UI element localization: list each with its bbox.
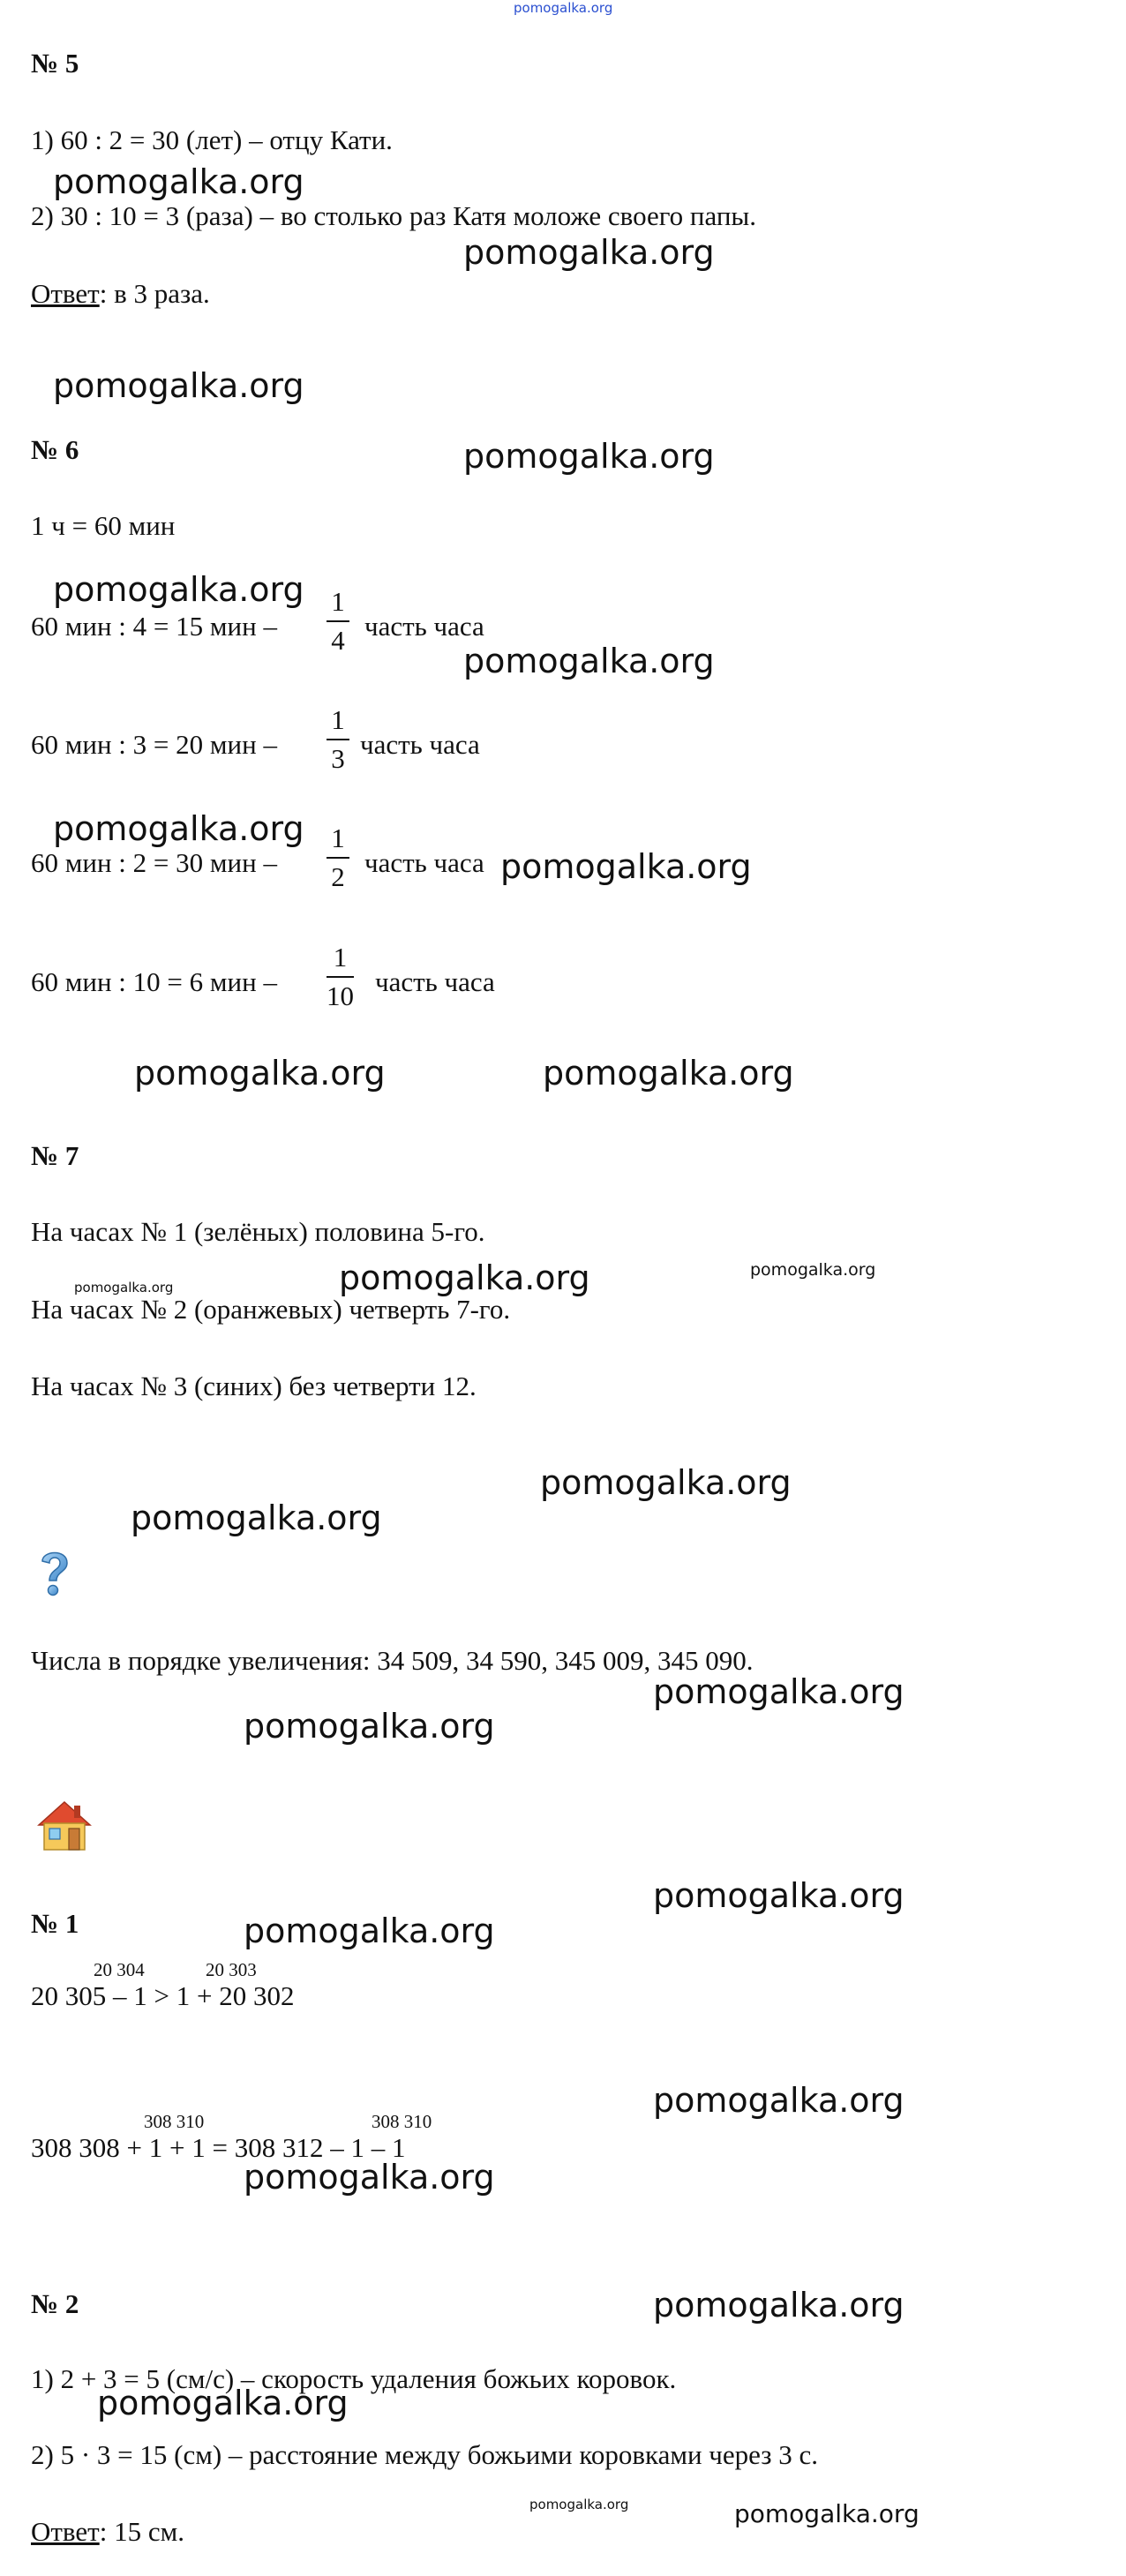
watermark[interactable]: pomogalka.org	[339, 1258, 590, 1297]
watermark[interactable]: pomogalka.org	[653, 1672, 905, 1711]
task6-row1-suffix: часть часа	[364, 611, 484, 642]
home-task1-heading: № 1	[31, 1908, 79, 1939]
fraction-bar	[327, 620, 349, 622]
fraction-bar	[327, 857, 349, 859]
fraction-1-2	[327, 822, 349, 894]
task7-line3: На часах № 3 (синих) без четверти 12.	[31, 1371, 477, 1401]
watermark[interactable]: pomogalka.org	[244, 1911, 495, 1950]
watermark[interactable]: pomogalka.org	[734, 2499, 920, 2528]
watermark[interactable]: pomogalka.org	[463, 437, 715, 476]
task7-line1: На часах № 1 (зелёных) половина 5-го.	[31, 1216, 485, 1247]
task5-line1: 1) 60 : 2 = 30 (лет) – отцу Кати.	[31, 124, 393, 155]
watermark[interactable]: pomogalka.org	[463, 233, 715, 272]
numerator: 1	[331, 822, 345, 853]
fraction-bar	[327, 976, 354, 978]
answer-text: : в 3 раза.	[99, 278, 210, 309]
task5-answer	[31, 276, 210, 312]
task7-line2: На часах № 2 (оранжевых) четверть 7-го.	[31, 1294, 511, 1325]
task6-row2-expr: 60 мин : 3 = 20 мин –	[31, 729, 277, 760]
watermark[interactable]: pomogalka.org	[653, 1876, 905, 1915]
home-task2-line1: 1) 2 + 3 = 5 (см/с) – скорость удаления божьих коровок.	[31, 2363, 677, 2394]
task6-row3-suffix: часть часа	[364, 847, 484, 878]
watermark[interactable]: pomogalka.org	[500, 847, 752, 886]
watermark[interactable]: pomogalka.org	[540, 1463, 792, 1502]
fraction-1-3	[327, 703, 349, 776]
denominator: 10	[327, 980, 354, 1011]
task6-row4-expr: 60 мин : 10 = 6 мин –	[31, 966, 277, 997]
numerator: 1	[331, 704, 345, 735]
home-task2-line2: 2) 5 · 3 = 15 (см) – расстояние между божьими коровками через 3 с.	[31, 2439, 819, 2470]
sup-308310-b: 308 310	[372, 2111, 432, 2132]
answer-label: Ответ	[31, 278, 100, 309]
small-watermark[interactable]: pomogalka.org	[750, 1260, 876, 1280]
watermark[interactable]: pomogalka.org	[653, 2286, 905, 2324]
watermark[interactable]: pomogalka.org	[134, 1054, 386, 1093]
watermark[interactable]: pomogalka.org	[53, 570, 304, 609]
denominator: 4	[331, 625, 345, 656]
numerator: 1	[333, 942, 348, 973]
task5-heading: № 5	[31, 48, 79, 79]
task6-row4-suffix: часть часа	[375, 966, 495, 997]
small-watermark[interactable]: pomogalka.org	[74, 1280, 174, 1296]
task6-row1-expr: 60 мин : 4 = 15 мин –	[31, 611, 277, 642]
watermark[interactable]: pomogalka.org	[244, 1707, 495, 1746]
denominator: 3	[331, 743, 345, 774]
house-icon	[37, 1800, 92, 1851]
watermark[interactable]: pomogalka.org	[131, 1498, 382, 1537]
denominator: 2	[331, 861, 345, 892]
watermark[interactable]: pomogalka.org	[97, 2384, 349, 2422]
watermark[interactable]: pomogalka.org	[653, 2081, 905, 2120]
watermark[interactable]: pomogalka.org	[463, 642, 715, 680]
home-task1-line1: 20 305 – 1 > 1 + 20 302	[31, 1980, 295, 2011]
sup-20304: 20 304	[94, 1959, 145, 1980]
watermark[interactable]: pomogalka.org	[53, 366, 304, 405]
fraction-1-4	[327, 585, 349, 657]
small-watermark[interactable]: pomogalka.org	[529, 2497, 629, 2512]
ordering-text: Числа в порядке увеличения: 34 509, 34 590, 345 009, 345 090.	[31, 1645, 754, 1676]
task6-heading: № 6	[31, 434, 79, 465]
watermark[interactable]: pomogalka.org	[543, 1054, 794, 1093]
home-task2-answer	[31, 2514, 184, 2550]
numerator: 1	[331, 586, 345, 617]
task7-heading: № 7	[31, 1140, 79, 1171]
home-task1-line2: 308 308 + 1 + 1 = 308 312 – 1 – 1	[31, 2132, 406, 2163]
top-watermark[interactable]: pomogalka.org	[514, 0, 613, 16]
task5-line2: 2) 30 : 10 = 3 (раза) – во столько раз Катя моложе своего папы.	[31, 200, 757, 231]
sup-20303: 20 303	[206, 1959, 257, 1980]
task6-row2-suffix: часть часа	[360, 729, 480, 760]
fraction-bar	[327, 739, 349, 740]
home-task2-heading: № 2	[31, 2288, 79, 2319]
question-mark-icon	[35, 1547, 74, 1600]
answer-text: : 15 см.	[99, 2516, 184, 2547]
sup-308310-a: 308 310	[144, 2111, 205, 2132]
task6-row3-expr: 60 мин : 2 = 30 мин –	[31, 847, 277, 878]
watermark[interactable]: pomogalka.org	[53, 162, 304, 201]
watermark[interactable]: pomogalka.org	[244, 2158, 495, 2197]
answer-label: Ответ	[31, 2516, 100, 2547]
task6-intro: 1 ч = 60 мин	[31, 510, 176, 541]
fraction-1-10	[327, 941, 354, 1013]
watermark[interactable]: pomogalka.org	[53, 809, 304, 848]
